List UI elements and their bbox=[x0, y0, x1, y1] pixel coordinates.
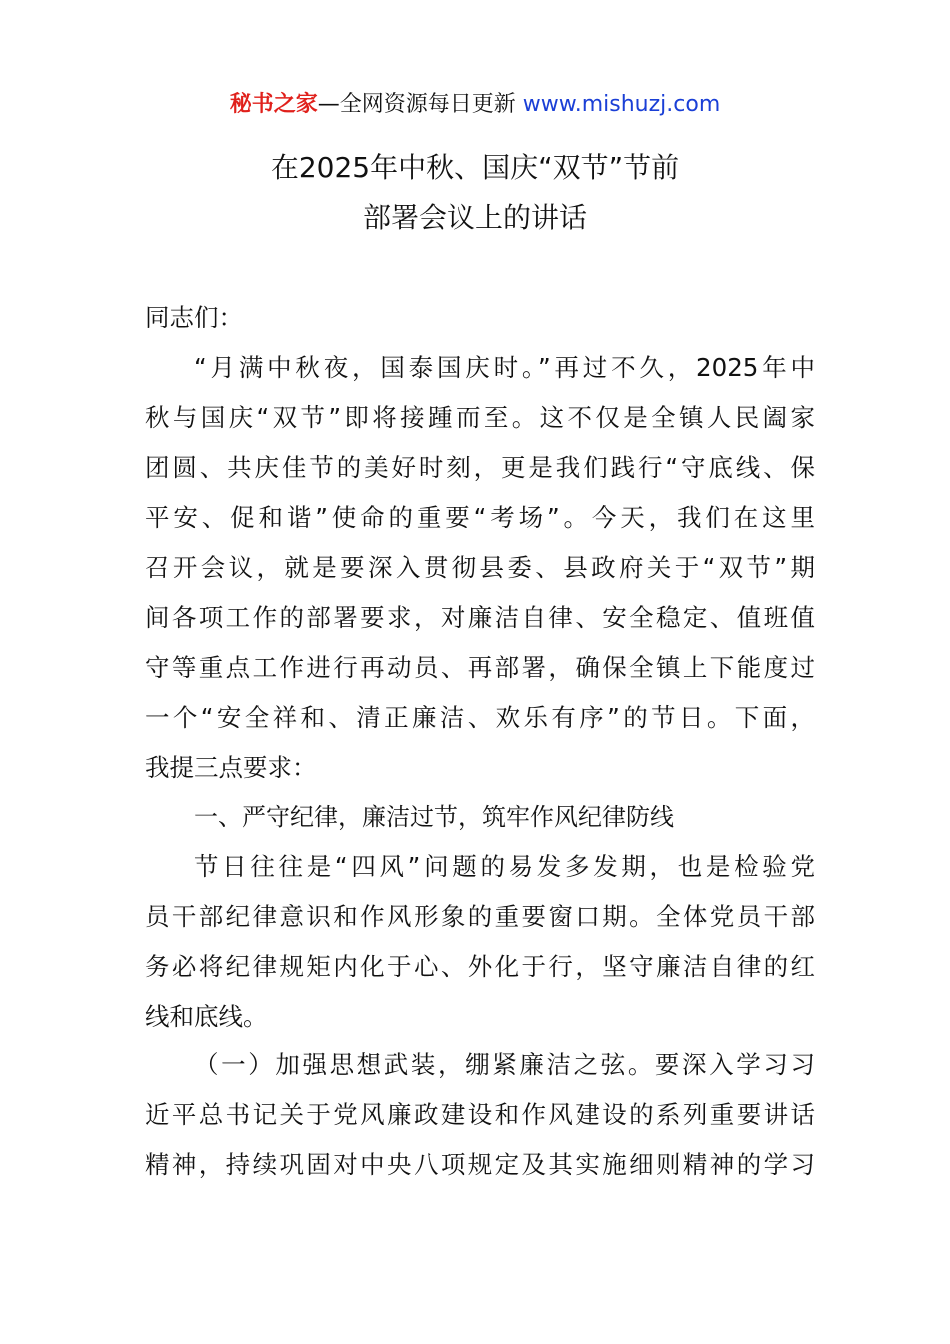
paragraph-line: 秋与国庆“双节”即将接踵而至。这不仅是全镇人民阖家 bbox=[145, 403, 815, 432]
paragraph-line: 精神，持续巩固对中央八项规定及其实施细则精神的学习 bbox=[145, 1150, 815, 1179]
paragraph-line: 一个“安全祥和、清正廉洁、欢乐有序”的节日。下面， bbox=[145, 703, 815, 732]
paragraph-line: 团圆、共庆佳节的美好时刻，更是我们践行“守底线、保 bbox=[145, 453, 815, 482]
paragraph-line: “月满中秋夜，国泰国庆时。”再过不久，2025年中 bbox=[194, 353, 815, 382]
paragraph-line: 近平总书记关于党风廉政建设和作风建设的系列重要讲话 bbox=[145, 1100, 815, 1129]
paragraph-line: 召开会议，就是要深入贯彻县委、县政府关于“双节”期 bbox=[145, 553, 815, 582]
paragraph-line: （一）加强思想武装，绷紧廉洁之弦。要深入学习习 bbox=[194, 1050, 815, 1079]
document-title-line-2: 部署会议上的讲话 bbox=[362, 201, 587, 234]
salutation: 同志们： bbox=[145, 303, 243, 332]
site-tagline: —全网资源每日更新 bbox=[317, 92, 516, 117]
paragraph-line: 务必将纪律规矩内化于心、外化于行，坚守廉洁自律的红 bbox=[145, 952, 815, 981]
paragraph-line: 节日往往是“四风”问题的易发多发期，也是检验党 bbox=[194, 852, 815, 881]
paragraph-line: 守等重点工作进行再动员、再部署，确保全镇上下能度过 bbox=[145, 653, 815, 682]
paragraph-1 bbox=[145, 343, 815, 793]
paragraph-3 bbox=[145, 1040, 815, 1190]
site-brand: 秘书之家 bbox=[229, 92, 318, 117]
paragraph-line: 平安、促和谐”使命的重要“考场”。今天，我们在这里 bbox=[145, 503, 815, 532]
site-url-link[interactable]: www.mishuzj.com bbox=[522, 92, 721, 117]
section-heading-1: 一、严守纪律，廉洁过节，筑牢作风纪律防线 bbox=[194, 803, 674, 831]
paragraph-2 bbox=[145, 842, 815, 1042]
paragraph-line: 间各项工作的部署要求，对廉洁自律、安全稳定、值班值 bbox=[145, 603, 815, 632]
site-header bbox=[0, 88, 950, 122]
paragraph-line: 我提三点要求： bbox=[145, 753, 317, 782]
document-title-line-1: 在2025年中秋、国庆“双节”节前 bbox=[270, 151, 680, 184]
paragraph-line: 员干部纪律意识和作风形象的重要窗口期。全体党员干部 bbox=[145, 902, 815, 931]
paragraph-line: 线和底线。 bbox=[145, 1002, 268, 1031]
